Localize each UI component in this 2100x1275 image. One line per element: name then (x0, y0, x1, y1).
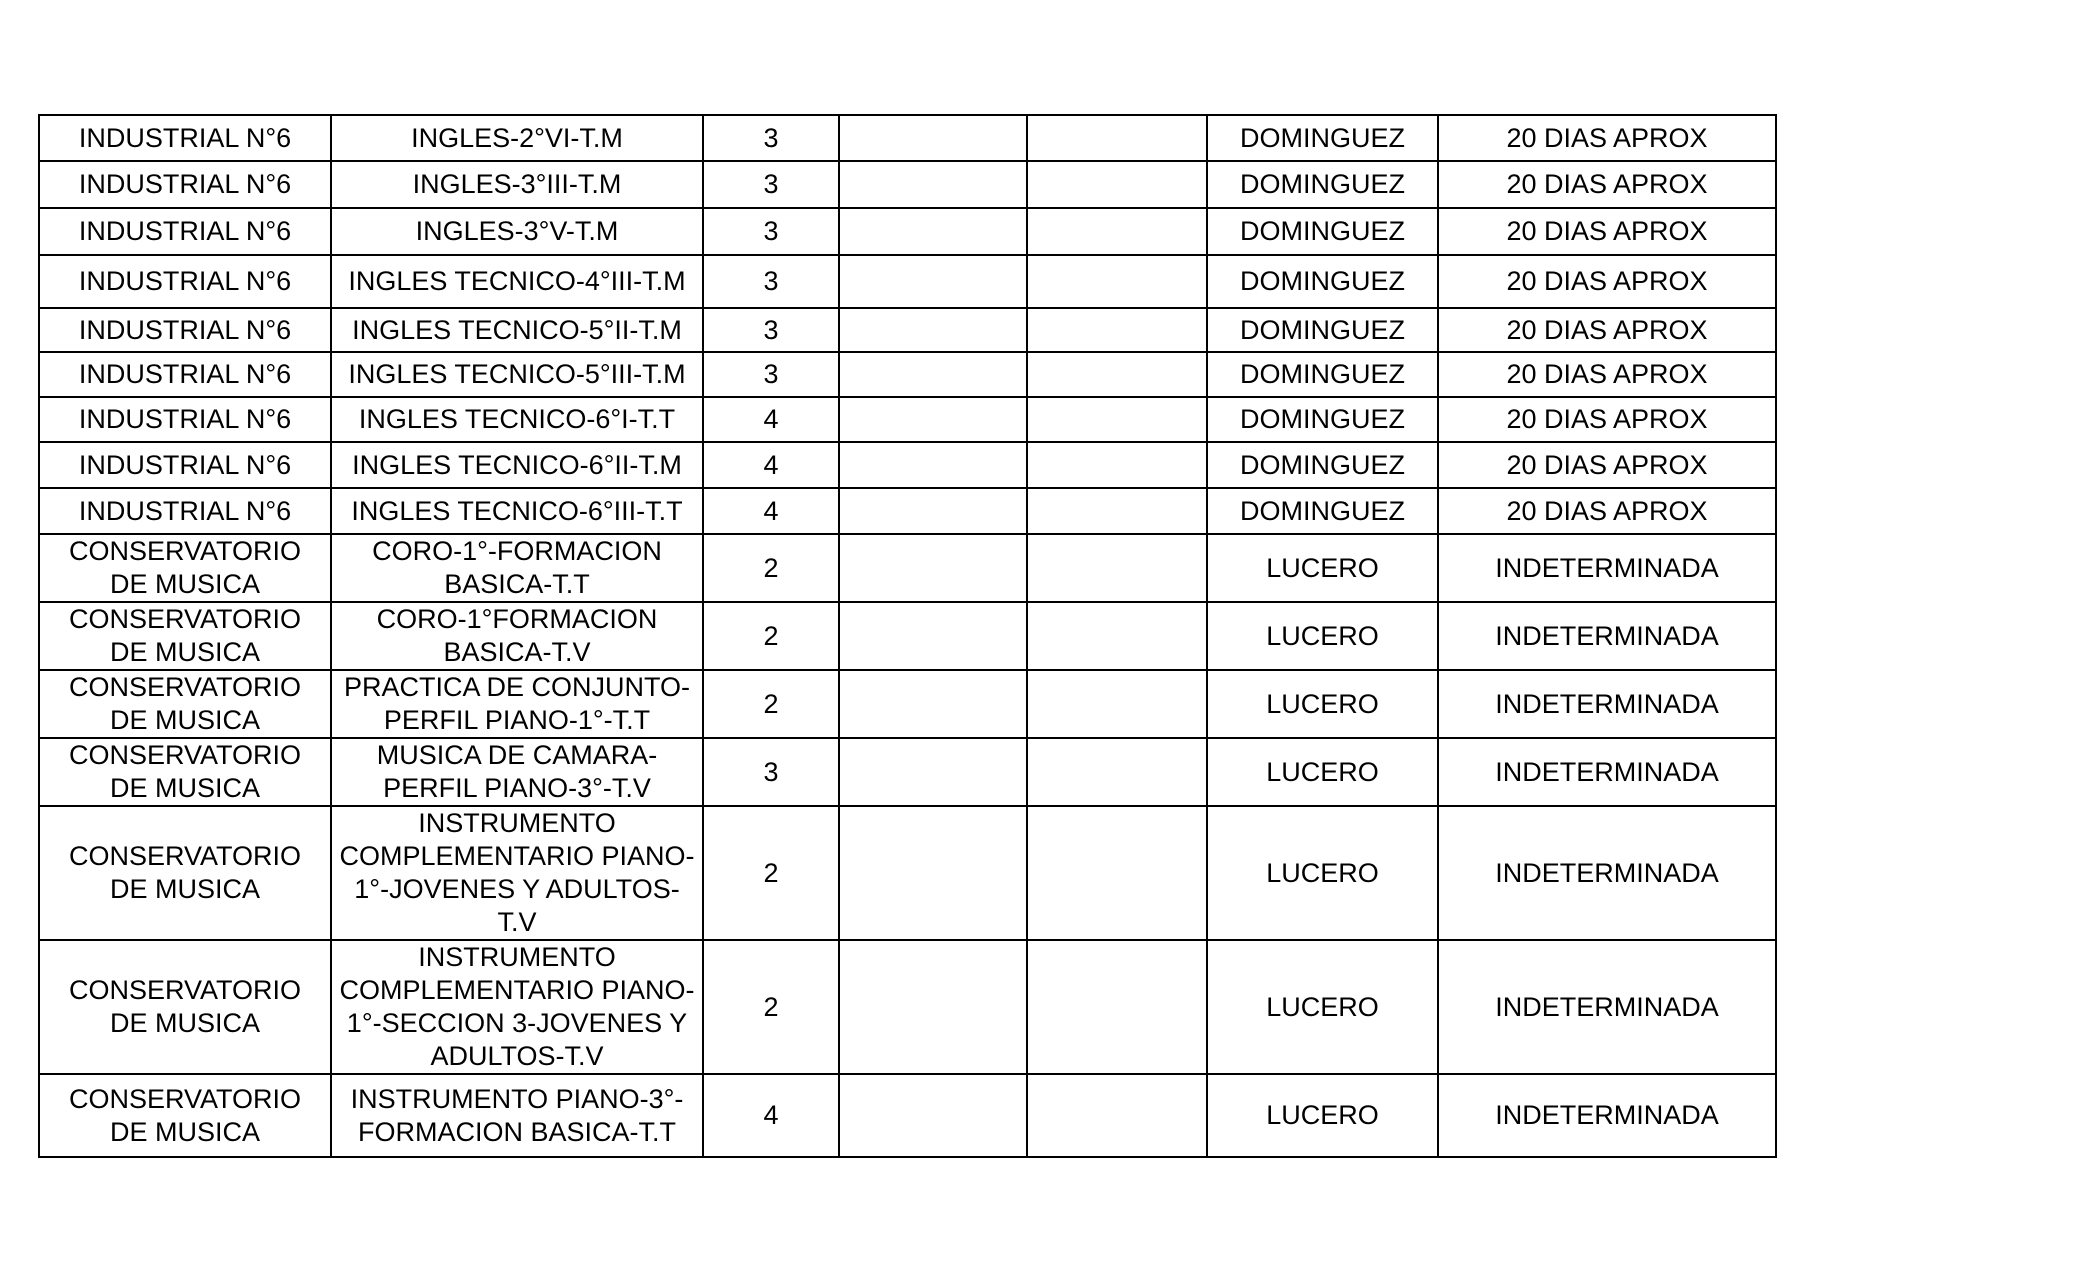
school-cell: CONSERVATORIO DE MUSICA (39, 1074, 331, 1157)
teacher-cell: DOMINGUEZ (1207, 308, 1438, 352)
duration-cell: INDETERMINADA (1438, 602, 1776, 670)
hours-cell: 4 (703, 397, 839, 442)
teacher-cell: LUCERO (1207, 806, 1438, 940)
subject-cell: INGLES-3°III-T.M (331, 161, 703, 208)
blank-cell-5 (1027, 534, 1207, 602)
duration-cell: 20 DIAS APROX (1438, 488, 1776, 534)
subject-cell: INGLES TECNICO-6°II-T.M (331, 442, 703, 488)
table-row (39, 602, 1776, 670)
blank-cell-5 (1027, 308, 1207, 352)
school-cell: INDUSTRIAL N°6 (39, 488, 331, 534)
hours-cell: 3 (703, 208, 839, 255)
teacher-cell: DOMINGUEZ (1207, 115, 1438, 161)
table-row (39, 806, 1776, 940)
blank-cell-5 (1027, 115, 1207, 161)
blank-cell-4 (839, 488, 1027, 534)
table-row (39, 255, 1776, 308)
teacher-cell: LUCERO (1207, 670, 1438, 738)
subject-cell: INGLES-2°VI-T.M (331, 115, 703, 161)
subject-cell: INGLES-3°V-T.M (331, 208, 703, 255)
teacher-cell: DOMINGUEZ (1207, 488, 1438, 534)
blank-cell-4 (839, 670, 1027, 738)
hours-cell: 3 (703, 352, 839, 397)
blank-cell-5 (1027, 940, 1207, 1074)
table-row (39, 940, 1776, 1074)
subject-cell: CORO-1°FORMACION BASICA-T.V (331, 602, 703, 670)
subject-cell: MUSICA DE CAMARA- PERFIL PIANO-3°-T.V (331, 738, 703, 806)
school-cell: INDUSTRIAL N°6 (39, 255, 331, 308)
blank-cell-5 (1027, 670, 1207, 738)
school-cell: INDUSTRIAL N°6 (39, 442, 331, 488)
table-row (39, 442, 1776, 488)
teacher-cell: LUCERO (1207, 1074, 1438, 1157)
teacher-cell: LUCERO (1207, 940, 1438, 1074)
school-cell: CONSERVATORIO DE MUSICA (39, 602, 331, 670)
table-row (39, 208, 1776, 255)
subject-cell: INGLES TECNICO-6°III-T.T (331, 488, 703, 534)
subject-cell: INGLES TECNICO-4°III-T.M (331, 255, 703, 308)
hours-cell: 2 (703, 806, 839, 940)
duration-cell: INDETERMINADA (1438, 738, 1776, 806)
blank-cell-4 (839, 534, 1027, 602)
blank-cell-4 (839, 442, 1027, 488)
school-cell: CONSERVATORIO DE MUSICA (39, 738, 331, 806)
table-row (39, 1074, 1776, 1157)
hours-cell: 3 (703, 308, 839, 352)
blank-cell-5 (1027, 1074, 1207, 1157)
blank-cell-4 (839, 161, 1027, 208)
hours-cell: 3 (703, 161, 839, 208)
school-cell: CONSERVATORIO DE MUSICA (39, 534, 331, 602)
table-body (39, 115, 1776, 1157)
blank-cell-5 (1027, 806, 1207, 940)
hours-cell: 4 (703, 442, 839, 488)
table-row (39, 488, 1776, 534)
blank-cell-4 (839, 115, 1027, 161)
assignment-table (38, 114, 1777, 1158)
blank-cell-4 (839, 940, 1027, 1074)
hours-cell: 3 (703, 738, 839, 806)
duration-cell: 20 DIAS APROX (1438, 442, 1776, 488)
table-row (39, 161, 1776, 208)
teacher-cell: DOMINGUEZ (1207, 161, 1438, 208)
teacher-cell: DOMINGUEZ (1207, 442, 1438, 488)
subject-cell: INSTRUMENTO COMPLEMENTARIO PIANO- 1°-SECCION 3-JOVENES Y ADULTOS-T.V (331, 940, 703, 1074)
duration-cell: INDETERMINADA (1438, 940, 1776, 1074)
blank-cell-4 (839, 208, 1027, 255)
teacher-cell: DOMINGUEZ (1207, 208, 1438, 255)
school-cell: INDUSTRIAL N°6 (39, 115, 331, 161)
hours-cell: 2 (703, 602, 839, 670)
blank-cell-4 (839, 255, 1027, 308)
hours-cell: 2 (703, 534, 839, 602)
school-cell: INDUSTRIAL N°6 (39, 161, 331, 208)
duration-cell: INDETERMINADA (1438, 534, 1776, 602)
blank-cell-4 (839, 602, 1027, 670)
table-row (39, 397, 1776, 442)
teacher-cell: DOMINGUEZ (1207, 352, 1438, 397)
duration-cell: INDETERMINADA (1438, 670, 1776, 738)
blank-cell-4 (839, 806, 1027, 940)
teacher-cell: LUCERO (1207, 738, 1438, 806)
duration-cell: 20 DIAS APROX (1438, 308, 1776, 352)
subject-cell: INGLES TECNICO-6°I-T.T (331, 397, 703, 442)
subject-cell: INSTRUMENTO COMPLEMENTARIO PIANO- 1°-JOVENES Y ADULTOS- T.V (331, 806, 703, 940)
duration-cell: 20 DIAS APROX (1438, 397, 1776, 442)
blank-cell-5 (1027, 397, 1207, 442)
table-row (39, 738, 1776, 806)
blank-cell-5 (1027, 488, 1207, 534)
school-cell: INDUSTRIAL N°6 (39, 308, 331, 352)
hours-cell: 4 (703, 488, 839, 534)
blank-cell-5 (1027, 255, 1207, 308)
blank-cell-5 (1027, 208, 1207, 255)
subject-cell: CORO-1°-FORMACION BASICA-T.T (331, 534, 703, 602)
table-row (39, 670, 1776, 738)
duration-cell: INDETERMINADA (1438, 806, 1776, 940)
blank-cell-5 (1027, 352, 1207, 397)
duration-cell: INDETERMINADA (1438, 1074, 1776, 1157)
school-cell: INDUSTRIAL N°6 (39, 208, 331, 255)
teacher-cell: DOMINGUEZ (1207, 255, 1438, 308)
duration-cell: 20 DIAS APROX (1438, 255, 1776, 308)
blank-cell-5 (1027, 161, 1207, 208)
table-row (39, 352, 1776, 397)
school-cell: CONSERVATORIO DE MUSICA (39, 670, 331, 738)
duration-cell: 20 DIAS APROX (1438, 115, 1776, 161)
blank-cell-4 (839, 397, 1027, 442)
table-row (39, 534, 1776, 602)
teacher-cell: LUCERO (1207, 602, 1438, 670)
blank-cell-5 (1027, 602, 1207, 670)
school-cell: INDUSTRIAL N°6 (39, 397, 331, 442)
hours-cell: 2 (703, 670, 839, 738)
blank-cell-4 (839, 352, 1027, 397)
subject-cell: INSTRUMENTO PIANO-3°- FORMACION BASICA-T.T (331, 1074, 703, 1157)
blank-cell-4 (839, 308, 1027, 352)
subject-cell: INGLES TECNICO-5°III-T.M (331, 352, 703, 397)
hours-cell: 4 (703, 1074, 839, 1157)
teacher-cell: DOMINGUEZ (1207, 397, 1438, 442)
duration-cell: 20 DIAS APROX (1438, 208, 1776, 255)
hours-cell: 3 (703, 255, 839, 308)
blank-cell-5 (1027, 442, 1207, 488)
subject-cell: PRACTICA DE CONJUNTO- PERFIL PIANO-1°-T.T (331, 670, 703, 738)
school-cell: CONSERVATORIO DE MUSICA (39, 940, 331, 1074)
hours-cell: 2 (703, 940, 839, 1074)
table-row (39, 115, 1776, 161)
school-cell: CONSERVATORIO DE MUSICA (39, 806, 331, 940)
school-cell: INDUSTRIAL N°6 (39, 352, 331, 397)
duration-cell: 20 DIAS APROX (1438, 352, 1776, 397)
subject-cell: INGLES TECNICO-5°II-T.M (331, 308, 703, 352)
duration-cell: 20 DIAS APROX (1438, 161, 1776, 208)
table-row (39, 308, 1776, 352)
blank-cell-4 (839, 738, 1027, 806)
teacher-cell: LUCERO (1207, 534, 1438, 602)
blank-cell-5 (1027, 738, 1207, 806)
blank-cell-4 (839, 1074, 1027, 1157)
hours-cell: 3 (703, 115, 839, 161)
